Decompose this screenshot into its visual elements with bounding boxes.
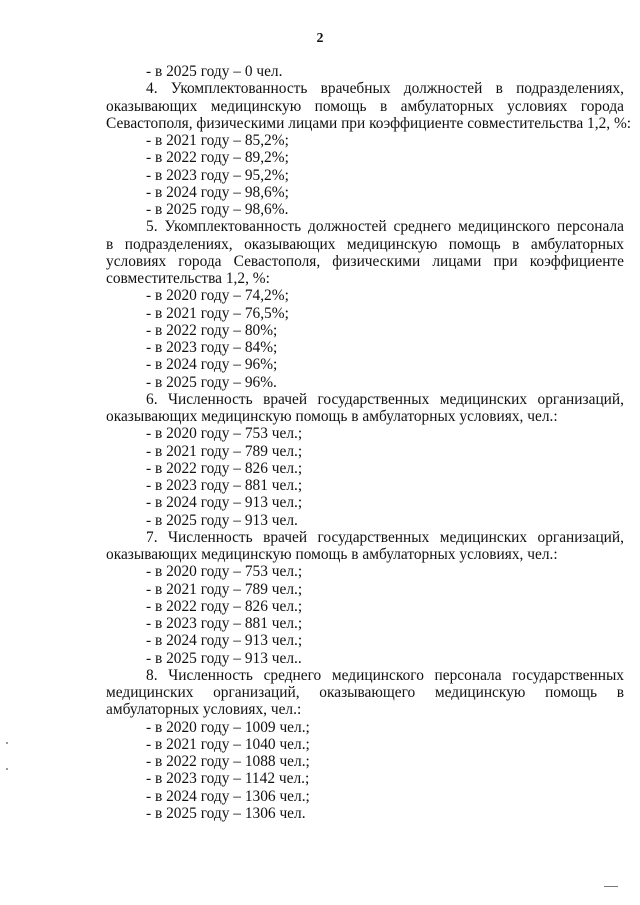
- list-item: - в 2025 году – 913 чел..: [146, 649, 302, 667]
- list-item: - в 2025 году – 1306 чел.: [146, 804, 306, 822]
- list-item: - в 2021 году – 789 чел.;: [146, 442, 303, 460]
- list-item: - в 2021 году – 85,2%;: [146, 132, 289, 149]
- list-item: - в 2020 году – 74,2%;: [146, 287, 289, 305]
- list-item: - в 2023 году – 95,2%;: [146, 166, 289, 184]
- paragraph-line: 4. Укомплектованность врачебных должностей в подразделениях,: [146, 80, 624, 98]
- list-item: - в 2020 году – 753 чел.;: [146, 425, 303, 443]
- list-item: - в 2024 году – 913 чел.;: [146, 494, 303, 512]
- list-item: - в 2021 году – 76,5%;: [146, 304, 289, 322]
- list-item: - в 2022 году – 89,2%;: [146, 149, 289, 167]
- list-item: - в 2021 году – 1040 чел.;: [146, 735, 310, 753]
- item-7: [106, 529, 624, 667]
- page-number: 2: [316, 31, 324, 46]
- item-6: [106, 391, 624, 529]
- paragraph-line: 5. Укомплектованность должностей среднего медицинского персонала: [146, 218, 624, 236]
- list-item: - в 2022 году – 826 чел.;: [146, 459, 303, 477]
- item-8: [106, 667, 624, 822]
- list-item: - в 2022 году – 1088 чел.;: [146, 753, 310, 770]
- list-item: - в 2020 году – 753 чел.;: [146, 563, 303, 581]
- paragraph-line: в подразделениях, оказывающих медицинскую помощь в амбулаторных: [106, 235, 624, 253]
- scan-speck: [6, 768, 8, 770]
- list-item: - в 2024 году – 913 чел.;: [146, 632, 303, 650]
- paragraph-line: амбулаторных условиях, чел.:: [106, 701, 302, 719]
- item-4: [106, 80, 632, 218]
- list-item: - в 2020 году – 1009 чел.;: [146, 718, 310, 736]
- paragraph-line: оказывающих медицинскую помощь в амбулаторных условиях, чел.:: [106, 408, 558, 425]
- carryover-item: [106, 63, 624, 80]
- list-item: - в 2024 году – 1306 чел.;: [146, 787, 310, 805]
- list-item: - в 2023 году – 881 чел.;: [146, 615, 303, 632]
- list-item: - в 2025 году – 96%.: [146, 373, 277, 391]
- paragraph-line: оказывающих медицинскую помощь в амбулаторных условиях города: [106, 97, 624, 115]
- list-item: - в 2023 году – 881 чел.;: [146, 477, 303, 494]
- list-item: - в 2023 году – 84%;: [146, 339, 278, 356]
- paragraph-line: 7. Численность врачей государственных медицинских организаций,: [146, 528, 624, 546]
- document-body: [106, 63, 632, 822]
- list-item: - в 2025 году – 913 чел.: [146, 511, 298, 529]
- list-item: - в 2022 году – 80%;: [146, 321, 278, 339]
- paragraph-line: совместительства 1,2, %:: [106, 270, 270, 287]
- item-5: [106, 218, 624, 391]
- list-item: - в 2023 году – 1142 чел.;: [146, 770, 310, 788]
- list-item: - в 2024 году – 96%;: [146, 356, 278, 374]
- paragraph-line: Севастополя, физическими лицами при коэффициенте совместительства 1,2, %:: [106, 114, 632, 132]
- list-item: - в 2025 году – 0 чел.: [146, 63, 283, 80]
- paragraph-line: 6. Численность врачей государственных медицинских организаций,: [146, 390, 624, 408]
- paragraph-line: медицинских организаций, оказывающего медицинскую помощь в: [106, 684, 624, 701]
- paragraph-line: условиях города Севастополя, физическими лицами при коэффициенте: [106, 252, 624, 270]
- list-item: - в 2024 году – 98,6%;: [146, 183, 289, 201]
- scan-corner-mark: [604, 886, 618, 887]
- paragraph-line: 8. Численность среднего медицинского персонала государственных: [146, 666, 624, 684]
- list-item: - в 2025 году – 98,6%.: [146, 201, 289, 218]
- list-item: - в 2021 году – 789 чел.;: [146, 580, 303, 598]
- scan-speck: [6, 742, 8, 744]
- list-item: - в 2022 году – 826 чел.;: [146, 597, 303, 615]
- paragraph-line: оказывающих медицинскую помощь в амбулаторных условиях, чел.:: [106, 546, 558, 563]
